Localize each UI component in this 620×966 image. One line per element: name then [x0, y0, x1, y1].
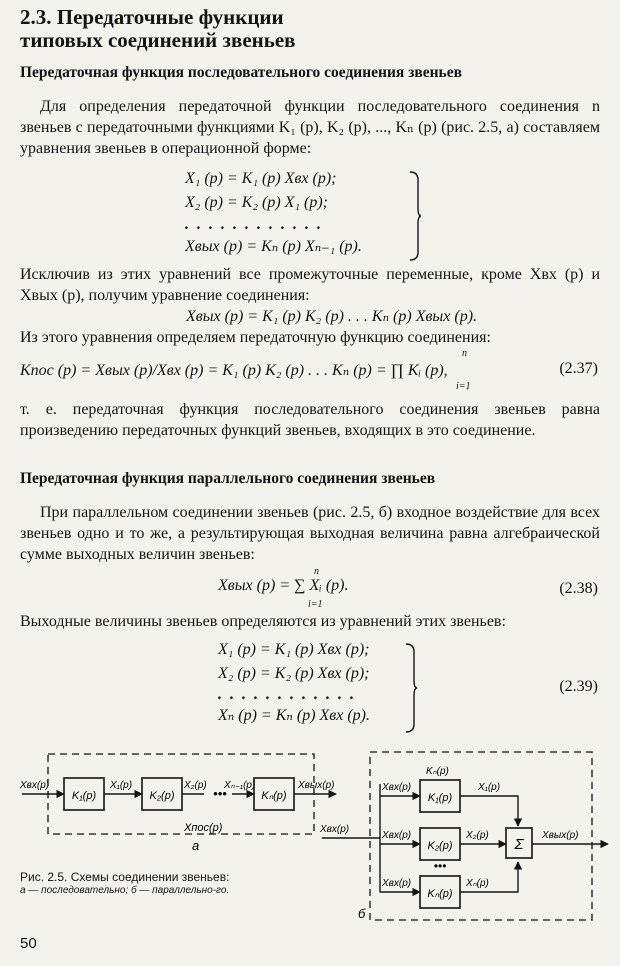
sum-upper-limit: n — [314, 566, 319, 577]
eq-number-2-37: (2.37) — [559, 360, 598, 377]
parallel-brace — [404, 642, 418, 734]
serial-eq-dots: . . . . . . . . . . . . — [185, 216, 323, 233]
section-number: 2.3. — [20, 5, 52, 29]
serial-signal-2: X₂(p) — [184, 780, 207, 791]
parallel-top-label: Kₙ(p) — [426, 766, 449, 777]
page-number: 50 — [20, 935, 37, 952]
parallel-eq-1: X₁ (p) = K₁ (p) Xвх (p); — [218, 641, 370, 658]
parallel-eq-2: X₂ (p) = K₂ (p) Xвх (p); — [218, 665, 370, 682]
serial-brace — [408, 170, 422, 262]
parallel-block-2-label: K₂(p) — [427, 840, 453, 852]
parallel-branch-1-input-label: Xвх(p) — [382, 782, 412, 793]
serial-main-eq: Kпос (p) = Xвых (p)/Xвх (p) = K₁ (p) K₂ (p) . . . Kₙ (p) = ∏ Kᵢ (p), — [20, 362, 448, 379]
serial-equivalent-label: Xпос(p) — [184, 822, 223, 834]
serial-eq-n: Xвых (p) = Kₙ (p) Xₙ₋₁ (p). — [185, 238, 362, 255]
serial-heading: Передаточная функция последовательного соединения звеньев — [20, 64, 462, 81]
serial-signal-1: X₁(p) — [110, 780, 133, 791]
eq-number-2-38: (2.38) — [559, 580, 598, 597]
parallel-output-label: Xвых(p) — [542, 830, 579, 841]
caption-sub: а — последовательно; б — параллельно-го. — [20, 885, 230, 896]
parallel-dots: ••• — [433, 859, 447, 873]
serial-dots: ••• — [213, 786, 227, 801]
serial-connection-eq: Xвых (p) = K₁ (p) K₂ (p) . . . Kₙ (p) Xвых (p). — [186, 308, 478, 325]
serial-conclusion: т. е. передаточная функция последовательного соединения звеньев равна произведению передаточных функций звеньев, входящих в это соединение. — [20, 401, 600, 439]
serial-equation-system — [185, 167, 362, 259]
caption-main: Рис. 2.5. Схемы соединении звеньев: — [20, 870, 230, 884]
serial-from-eq: Из этого уравнения определяем передаточную функцию соединения: — [20, 329, 491, 346]
parallel-fig-label: б — [358, 906, 366, 921]
sum-lower-limit: i=1 — [308, 599, 323, 610]
parallel-diagram — [318, 748, 614, 928]
parallel-sum-eq: Xвых (p) = ∑ Xᵢ (p). — [218, 577, 349, 594]
serial-diagram — [18, 748, 340, 854]
parallel-branch-2-input-label: Xвх(p) — [382, 830, 412, 841]
serial-intro: Для определения передаточной функции последовательного соединения n звеньев с передаточными функциями K₁ (p), K₂ (p), ..., Kₙ (p) (рис. 2.5, а) составляем уравнения звеньев в операционной форме: — [20, 98, 600, 157]
parallel-outputs-text: Выходные величины звеньев определяются из уравнений этих звеньев: — [20, 613, 506, 630]
serial-output-label: Xвых(p) — [298, 780, 335, 791]
parallel-branch-n-input-label: Xвх(p) — [382, 878, 412, 889]
serial-input-label: Xвх(p) — [20, 780, 50, 791]
section-title-line1: Передаточные функции — [56, 5, 284, 29]
parallel-output-1-label: X₁(p) — [478, 782, 501, 793]
section-title — [20, 6, 296, 52]
serial-eq-1: X₁ (p) = K₁ (p) Xвх (p); — [185, 170, 337, 187]
figure-caption — [20, 870, 320, 898]
serial-eq-2: X₂ (p) = K₂ (p) X₁ (p); — [185, 194, 328, 211]
serial-block-n-label: Kₙ(p) — [261, 790, 287, 802]
prod-lower-limit: i=1 — [456, 381, 471, 392]
parallel-output-2-label: X₂(p) — [466, 830, 489, 841]
parallel-eq-dots: . . . . . . . . . . . . — [218, 686, 356, 703]
parallel-block-n-label: Kₙ(p) — [427, 888, 453, 900]
parallel-heading: Передаточная функция параллельного соединения звеньев — [20, 470, 436, 487]
serial-signal-n-1: Xₙ₋₁(p) — [224, 780, 256, 791]
parallel-input-label: Xвх(p) — [320, 824, 350, 835]
parallel-intro: При параллельном соединении звеньев (рис. 2.5, б) входное воздействие для всех звеньев одно и то же, а результирующая выходная величина равна алгебраической сумме выходных величин звеньев: — [20, 504, 600, 563]
parallel-block-1-label: K₁(p) — [427, 792, 453, 804]
prod-upper-limit: n — [462, 348, 467, 359]
sum-symbol: Σ — [514, 836, 524, 853]
parallel-eq-n: Xₙ (p) = Kₙ (p) Xвх (p). — [218, 707, 370, 724]
serial-block-1-label: K₁(p) — [71, 790, 97, 802]
section-title-line2: типовых соединений звеньев — [20, 28, 296, 52]
parallel-output-n-label: Xₙ(p) — [466, 878, 489, 889]
serial-block-2-label: K₂(p) — [149, 790, 175, 802]
eq-number-2-39: (2.39) — [559, 678, 598, 695]
serial-elimination: Исключив из этих уравнений все промежуточные переменные, кроме Xвх (p) и Xвых (p), получим уравнение соединения: — [20, 266, 600, 304]
serial-fig-label: а — [192, 838, 200, 853]
parallel-equation-system — [218, 638, 370, 728]
